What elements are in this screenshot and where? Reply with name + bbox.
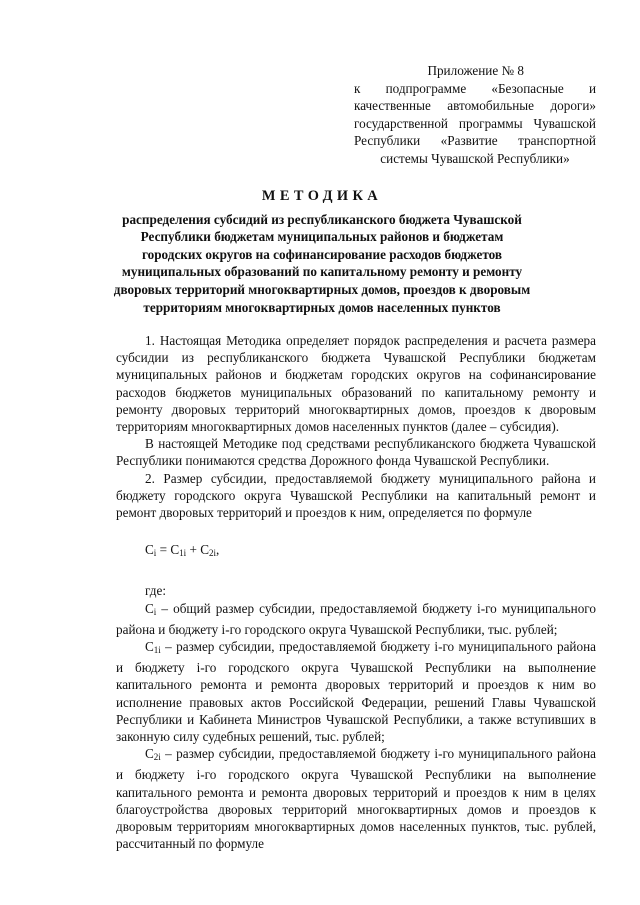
formula-end: , xyxy=(216,542,220,558)
def-c1i-text: – размер субсидии, предоставляемой бюджету i-го муниципального района и бюджету i-го городского округа Чувашской Республики на выполнение капитального ремонта и ремонта дворовых территорий и проездов к ним во исполнение правовых актов Российской Федерации, решений Главы Чувашской Республики и Кабинета Министров Чувашской Республики, а также вступивших в законную силу судебных решений, тыс. рублей; xyxy=(116,639,596,745)
definition-c2i xyxy=(116,745,596,852)
formula-term1: C xyxy=(170,542,180,558)
def-c2i-symbol: C xyxy=(145,746,154,762)
def-ci-symbol: C xyxy=(145,600,154,616)
paragraph-3: 2. Размер субсидии, предоставляемой бюджету муниципального района и бюджету городского округа Чувашской Республики на капитальный ремонт и ремонт дворовых территорий и проездов к ним, определяется по формуле xyxy=(116,470,596,521)
def-c1i-symbol: C xyxy=(145,639,154,655)
appendix-number: Приложение № 8 xyxy=(427,63,524,78)
formula-main xyxy=(116,541,596,562)
formula-term2: C xyxy=(200,542,209,558)
title-main: МЕТОДИКА xyxy=(261,188,383,204)
def-c2i-text: – размер субсидии, предоставляемой бюджету i-го муниципального района и бюджету i-го городского округа Чувашской Республики на выполнение капитального ремонта и ремонта дворовых территорий и проездов к ним в целях благоустройства дворовых территорий многоквартирных домов и проездов к дворовым территориям многоквартирных домов населенных пунктов, тыс. рублей, рассчитанный по формуле xyxy=(116,746,596,852)
document-body xyxy=(116,332,596,852)
def-c1i-sub: 1i xyxy=(153,645,161,656)
def-c2i-sub: 2i xyxy=(153,752,161,763)
formula-plus: + xyxy=(186,542,201,558)
document-title xyxy=(112,188,532,316)
definition-ci xyxy=(116,600,596,638)
formula-term1-sub: 1i xyxy=(179,548,187,559)
appendix-description: к подпрограмме «Безопасные и качественные автомобильные дороги» государственной программы Чувашской Республики «Развитие транспортной системы Чувашской Республики» xyxy=(354,80,596,166)
where-label: где: xyxy=(145,583,166,599)
paragraph-2: В настоящей Методике под средствами республиканского бюджета Чувашской Республики понимаются средства Дорожного фонда Чувашской Республики. xyxy=(116,436,596,469)
paragraph-1: 1. Настоящая Методика определяет порядок распределения и расчета размера субсидии из республиканского бюджета Чувашской Республики бюджетам муниципальных районов и бюджетам городских округов на софинансирование расходов бюджетов муниципальных образований по капитальному ремонту и ремонту дворовых территорий многоквартирных домов, проездов к дворовым территориям многоквартирных домов населенных пунктов (далее – субсидия). xyxy=(116,333,596,435)
title-subtitle: распределения субсидий из республиканского бюджета Чувашской Республики бюджетам муниципальных районов и бюджетам городских округов на софинансирование расходов бюджетов муниципальных образований по капитальному ремонту и ремонту дворовых территорий многоквартирных домов, проездов к дворовым территориям многоквартирных домов населенных пунктов xyxy=(113,211,531,315)
formula-term2-sub: 2i xyxy=(208,548,216,559)
formula-eq: = xyxy=(156,542,171,558)
definition-c1i xyxy=(116,638,596,745)
def-ci-text: – общий размер субсидии, предоставляемой бюджету i-го муниципального района и бюджету i-го городского округа Чувашской Республики, тыс. рублей; xyxy=(116,600,596,637)
formula-lhs: C xyxy=(145,542,154,558)
def-ci-sub: i xyxy=(153,606,157,617)
appendix-header xyxy=(354,62,596,167)
formula-lhs-sub: i xyxy=(153,548,157,559)
